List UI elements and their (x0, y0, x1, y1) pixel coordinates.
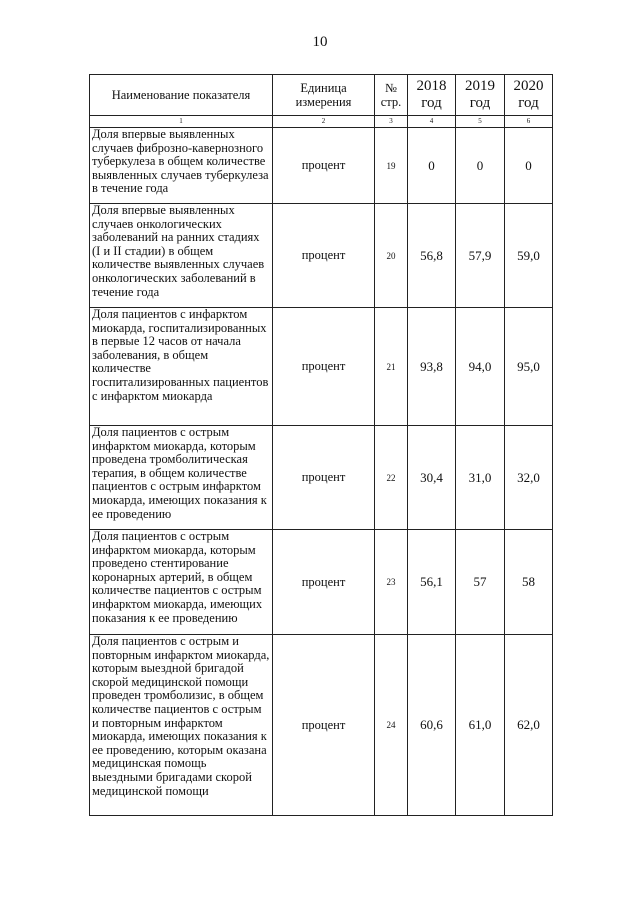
header-year-2018: 2018 год (408, 75, 456, 116)
page-cell: 22 (375, 426, 408, 530)
value-2020: 62,0 (505, 635, 553, 816)
value-2019: 94,0 (456, 308, 505, 426)
value-2020: 59,0 (505, 204, 553, 308)
value-2020: 95,0 (505, 308, 553, 426)
column-number: 1 (90, 116, 273, 128)
column-number: 5 (456, 116, 505, 128)
value-2018: 60,6 (408, 635, 456, 816)
value-2020: 58 (505, 530, 553, 635)
page-cell: 19 (375, 128, 408, 204)
value-2019: 57,9 (456, 204, 505, 308)
value-2018: 93,8 (408, 308, 456, 426)
unit-cell: процент (273, 308, 375, 426)
table-row (90, 426, 553, 530)
header-name: Наименование показателя (90, 75, 273, 116)
indicator-name: Доля впервые выявленных случаев онкологических заболеваний на ранних стадиях (I и II стадии) в общем количестве выявленных случаев онкологических заболеваний в течение года (90, 204, 273, 308)
table-row (90, 635, 553, 816)
table-row (90, 128, 553, 204)
value-2019: 31,0 (456, 426, 505, 530)
unit-cell: процент (273, 128, 375, 204)
header-unit: Единица измерения (273, 75, 375, 116)
table-row (90, 308, 553, 426)
table-row (90, 204, 553, 308)
unit-cell: процент (273, 204, 375, 308)
value-2020: 32,0 (505, 426, 553, 530)
value-2019: 57 (456, 530, 505, 635)
value-2018: 30,4 (408, 426, 456, 530)
column-number: 3 (375, 116, 408, 128)
column-number-row (90, 116, 553, 128)
table-row (90, 530, 553, 635)
value-2020: 0 (505, 128, 553, 204)
value-2019: 61,0 (456, 635, 505, 816)
unit-cell: процент (273, 635, 375, 816)
page-cell: 23 (375, 530, 408, 635)
column-number: 2 (273, 116, 375, 128)
header-row (90, 75, 553, 116)
unit-cell: процент (273, 426, 375, 530)
indicator-name: Доля впервые выявленных случаев фиброзно-кавернозного туберкулеза в общем количестве выявленных случаев туберкулеза в течение года (90, 128, 273, 204)
header-year-2020: 2020 год (505, 75, 553, 116)
column-number: 6 (505, 116, 553, 128)
page-number: 10 (312, 34, 328, 50)
unit-cell: процент (273, 530, 375, 635)
page-cell: 20 (375, 204, 408, 308)
indicator-name: Доля пациентов с острым и повторным инфарктом миокарда, которым выездной бригадой скорой медицинской помощи проведен тромболизис, в общем количестве пациентов с острым и повторным инфарктом миокарда, имеющих показания к ее проведению, которым оказана медицинская помощь выездными бригадами скорой медицинской помощи (90, 635, 273, 816)
value-2019: 0 (456, 128, 505, 204)
value-2018: 0 (408, 128, 456, 204)
indicator-name: Доля пациентов с острым инфарктом миокарда, которым проведена тромболитическая терапия, в общем количестве пациентов с острым инфарктом миокарда, имеющих показания к ее проведению (90, 426, 273, 530)
indicator-name: Доля пациентов с инфарктом миокарда, госпитализированных в первые 12 часов от начала заболевания, в общем количестве госпитализированных пациентов с инфарктом миокарда (90, 308, 273, 426)
value-2018: 56,8 (408, 204, 456, 308)
value-2018: 56,1 (408, 530, 456, 635)
indicators-table (89, 74, 553, 816)
column-number: 4 (408, 116, 456, 128)
indicator-name: Доля пациентов с острым инфарктом миокарда, которым проведено стентирование коронарных артерий, в общем количестве пациентов с острым инфарктом миокарда, имеющих показания к ее проведению (90, 530, 273, 635)
header-year-2019: 2019 год (456, 75, 505, 116)
page-cell: 21 (375, 308, 408, 426)
header-page-no: № стр. (375, 75, 408, 116)
page-cell: 24 (375, 635, 408, 816)
